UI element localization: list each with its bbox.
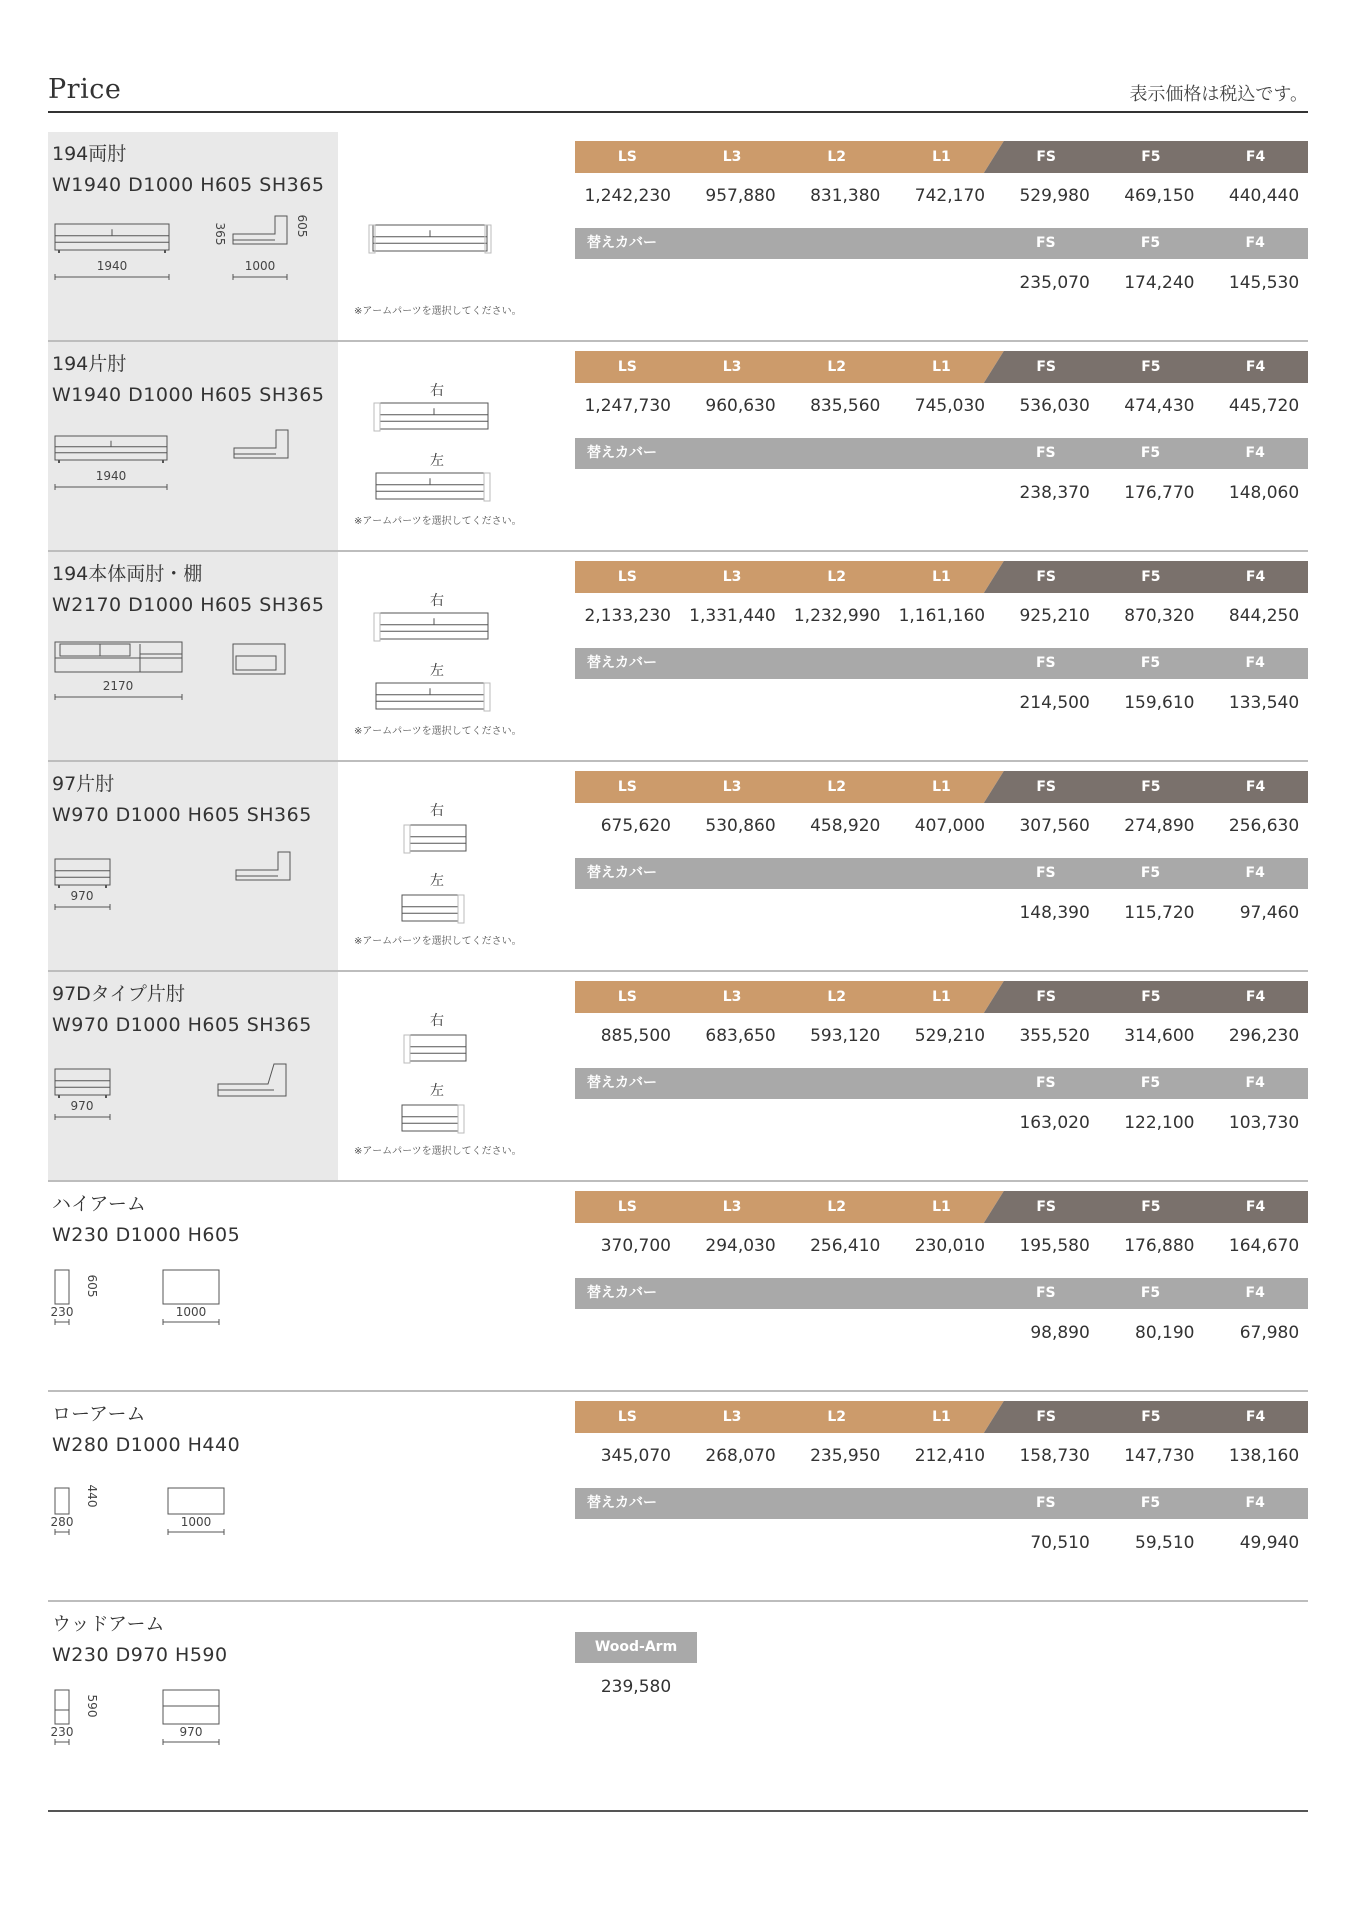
cover-grade-header: F4	[1245, 1075, 1265, 1091]
price-value: 1,161,160	[898, 606, 986, 626]
cover-grade-header: F5	[1140, 1495, 1161, 1511]
product-name: ウッドアーム	[52, 1613, 165, 1635]
arm-parts-note: ※アームパーツを選択してください。	[354, 726, 522, 737]
price-value: 212,410	[914, 1446, 986, 1466]
side-left-label: 左	[430, 1083, 444, 1099]
replacement-cover-header	[575, 858, 1308, 889]
arm-parts-note: ※アームパーツを選択してください。	[354, 516, 522, 527]
width-label: 230	[50, 1305, 74, 1319]
product-dimensions: W970 D1000 H605 SH365	[52, 804, 312, 826]
cover-grade-header: F5	[1140, 1285, 1161, 1301]
width-label: 1940	[96, 259, 128, 273]
side-right-label: 右	[430, 1013, 444, 1029]
product-name: ローアーム	[52, 1403, 146, 1425]
cover-grade-header: FS	[1035, 1075, 1056, 1091]
dimension-drawing-svg	[48, 424, 338, 534]
price-value: 1,242,230	[584, 186, 671, 206]
dimension-drawing	[48, 1264, 338, 1374]
price-value: 469,150	[1124, 186, 1195, 206]
side-right-label: 右	[430, 593, 444, 609]
cover-price-value: 133,540	[1228, 693, 1300, 713]
dimension-drawing	[48, 634, 338, 744]
replacement-cover-header	[575, 1278, 1308, 1309]
product-dimensions: W280 D1000 H440	[52, 1434, 241, 1456]
height-label: 605	[295, 214, 309, 238]
price-value: 445,720	[1228, 396, 1300, 416]
cover-grade-header: F4	[1245, 1495, 1265, 1511]
product-section	[48, 1602, 1308, 1812]
grade-header: L1	[932, 1199, 951, 1215]
product-dimensions: W970 D1000 H605 SH365	[52, 1014, 312, 1036]
product-section	[48, 762, 1308, 972]
price-value: 440,440	[1228, 186, 1300, 206]
title-rule	[48, 111, 1308, 113]
product-name: 194本体両肘・棚	[52, 563, 203, 585]
price-value: 307,560	[1019, 816, 1090, 836]
price-value: 407,000	[914, 816, 986, 836]
dimension-drawing	[48, 1474, 338, 1584]
grade-header: F4	[1245, 1409, 1266, 1425]
grade-header: L3	[722, 989, 742, 1005]
grade-header-row	[575, 1191, 1308, 1223]
side-left-label: 左	[430, 663, 444, 679]
grade-header: L1	[932, 779, 951, 795]
grade-header: LS	[617, 149, 637, 165]
grade-header: L3	[722, 149, 742, 165]
depth-label: 970	[179, 1725, 203, 1739]
grade-header: F4	[1245, 569, 1266, 585]
price-value: 256,630	[1228, 816, 1300, 836]
product-name: 194片肘	[52, 353, 127, 375]
product-section	[48, 1392, 1308, 1602]
grade-header: L2	[827, 359, 847, 375]
product-section	[48, 972, 1308, 1182]
price-value: 529,980	[1019, 186, 1090, 206]
dimension-drawing	[48, 1684, 338, 1794]
price-value: 957,880	[705, 186, 776, 206]
price-value: 960,630	[705, 396, 776, 416]
wood-arm-header: Wood-Arm	[575, 1632, 697, 1663]
grade-header: FS	[1036, 779, 1056, 795]
cover-price-value: 115,720	[1124, 903, 1195, 923]
cover-price-value: 59,510	[1135, 1533, 1195, 1553]
grade-header: F5	[1141, 569, 1161, 585]
grade-header-row	[575, 351, 1308, 383]
grade-header: LS	[617, 1199, 637, 1215]
dimension-drawing	[48, 424, 338, 534]
grade-header-row	[575, 1401, 1308, 1433]
grade-header: L3	[722, 1199, 742, 1215]
grade-header: LS	[617, 569, 637, 585]
price-value: 2,133,230	[584, 606, 671, 626]
grade-header-row	[575, 561, 1308, 593]
cover-price-value: 176,770	[1124, 483, 1195, 503]
grade-header-row	[575, 771, 1308, 803]
product-section	[48, 1182, 1308, 1392]
width-label: 1940	[95, 469, 127, 483]
width-label: 970	[70, 889, 94, 903]
grade-header: F5	[1141, 1199, 1161, 1215]
grade-header: F4	[1245, 989, 1266, 1005]
price-value: 530,860	[705, 816, 776, 836]
product-name: 194両肘	[52, 143, 127, 165]
grade-header: L2	[827, 1409, 847, 1425]
height-label: 440	[85, 1484, 99, 1508]
grade-header: F4	[1245, 359, 1266, 375]
grade-header: L1	[932, 359, 951, 375]
grade-header: FS	[1036, 1409, 1056, 1425]
price-value: 536,030	[1019, 396, 1090, 416]
dimension-drawing-svg	[48, 1684, 338, 1794]
height-label: 590	[85, 1694, 99, 1718]
cover-grade-header: FS	[1035, 445, 1056, 461]
dimension-drawing	[48, 214, 338, 324]
cover-grade-header: F5	[1140, 865, 1161, 881]
price-value: 593,120	[810, 1026, 881, 1046]
cover-price-value: 103,730	[1228, 1113, 1300, 1133]
side-right-label: 右	[430, 383, 444, 399]
price-value: 474,430	[1124, 396, 1195, 416]
dimension-drawing-svg	[48, 1054, 338, 1164]
grade-header: F5	[1141, 149, 1161, 165]
cover-grade-header: F5	[1140, 655, 1161, 671]
dimension-drawing-svg	[48, 1264, 338, 1374]
cover-price-value: 67,980	[1239, 1323, 1300, 1343]
cover-grade-header: FS	[1035, 1495, 1056, 1511]
width-label: 970	[70, 1099, 94, 1113]
cover-grade-header: F5	[1140, 445, 1161, 461]
cover-grade-header: FS	[1035, 655, 1056, 671]
grade-header-row	[575, 141, 1308, 173]
arm-parts-note: ※アームパーツを選択してください。	[354, 306, 522, 317]
price-value: 1,331,440	[689, 606, 776, 626]
height-label: 605	[85, 1274, 99, 1298]
replacement-cover-label: 替えカバー	[587, 235, 657, 251]
grade-header: L1	[932, 149, 951, 165]
replacement-cover-header	[575, 438, 1308, 469]
grade-header: FS	[1036, 149, 1056, 165]
cover-price-value: 159,610	[1124, 693, 1195, 713]
product-dimensions: W230 D1000 H605	[52, 1224, 241, 1246]
price-value: 1,247,730	[584, 396, 671, 416]
depth-label: 1000	[175, 1305, 207, 1319]
grade-header: L3	[722, 359, 742, 375]
section-divider	[48, 1810, 1308, 1812]
price-value: 844,250	[1228, 606, 1300, 626]
grade-header: L2	[827, 1199, 847, 1215]
grade-header: L3	[722, 779, 742, 795]
grade-header: L1	[932, 569, 951, 585]
price-value: 268,070	[705, 1446, 776, 1466]
cover-grade-header: F4	[1245, 445, 1265, 461]
cover-price-value: 70,510	[1030, 1533, 1090, 1553]
dimension-drawing-svg	[48, 214, 338, 324]
cover-price-value: 174,240	[1124, 273, 1195, 293]
price-value: 164,670	[1228, 1236, 1300, 1256]
price-value: 370,700	[600, 1236, 671, 1256]
wood-arm-price: 239,580	[600, 1677, 672, 1697]
product-dimensions: W230 D970 H590	[52, 1644, 228, 1666]
cover-grade-header: FS	[1035, 1285, 1056, 1301]
price-value: 675,620	[600, 816, 671, 836]
price-value: 230,010	[914, 1236, 986, 1256]
price-value: 742,170	[914, 186, 986, 206]
grade-header: F4	[1245, 1199, 1266, 1215]
cover-grade-header: FS	[1035, 235, 1056, 251]
price-value: 176,880	[1124, 1236, 1195, 1256]
cover-grade-header: F4	[1245, 865, 1265, 881]
price-value: 314,600	[1124, 1026, 1195, 1046]
grade-header: L3	[722, 1409, 742, 1425]
depth-label: 1000	[180, 1515, 212, 1529]
width-label: 280	[50, 1515, 74, 1529]
product-section	[48, 342, 1308, 552]
grade-header: FS	[1036, 359, 1056, 375]
cover-grade-header: F5	[1140, 235, 1161, 251]
product-dimensions: W1940 D1000 H605 SH365	[52, 384, 325, 406]
grade-header: FS	[1036, 1199, 1056, 1215]
width-label: 2170	[102, 679, 134, 693]
dimension-drawing	[48, 844, 338, 954]
price-value: 870,320	[1124, 606, 1195, 626]
cover-price-value: 148,390	[1019, 903, 1090, 923]
grade-header: F4	[1245, 779, 1266, 795]
price-value: 345,070	[600, 1446, 671, 1466]
price-value: 885,500	[600, 1026, 671, 1046]
cover-price-value: 122,100	[1124, 1113, 1195, 1133]
price-value: 138,160	[1228, 1446, 1300, 1466]
grade-header: F5	[1141, 779, 1161, 795]
price-value: 835,560	[810, 396, 881, 416]
cover-price-value: 235,070	[1019, 273, 1090, 293]
width-label: 230	[50, 1725, 74, 1739]
grade-header-row	[575, 981, 1308, 1013]
cover-price-value: 49,940	[1239, 1533, 1300, 1553]
price-value: 274,890	[1124, 816, 1195, 836]
replacement-cover-label: 替えカバー	[587, 1285, 657, 1301]
product-section	[48, 132, 1308, 342]
cover-grade-header: F5	[1140, 1075, 1161, 1091]
depth-label: 1000	[244, 259, 276, 273]
side-left-label: 左	[430, 453, 444, 469]
price-value: 831,380	[810, 186, 881, 206]
tax-note: 表示価格は税込です。	[1129, 84, 1308, 105]
grade-header: L2	[827, 149, 847, 165]
price-value: 1,232,990	[793, 606, 881, 626]
dimension-drawing	[48, 1054, 338, 1164]
price-value: 355,520	[1019, 1026, 1090, 1046]
price-value: 158,730	[1019, 1446, 1090, 1466]
grade-header: L2	[827, 989, 847, 1005]
cover-grade-header: F4	[1245, 235, 1265, 251]
side-right-label: 右	[430, 803, 444, 819]
grade-header: F5	[1141, 1409, 1161, 1425]
cover-price-value: 145,530	[1228, 273, 1300, 293]
price-value: 458,920	[810, 816, 881, 836]
product-section	[48, 552, 1308, 762]
price-value: 296,230	[1228, 1026, 1300, 1046]
cover-grade-header: F4	[1245, 655, 1265, 671]
cover-price-value: 163,020	[1019, 1113, 1090, 1133]
grade-header: FS	[1036, 569, 1056, 585]
cover-price-value: 238,370	[1019, 483, 1090, 503]
grade-header: F4	[1245, 149, 1266, 165]
replacement-cover-label: 替えカバー	[587, 1495, 657, 1511]
page-title: Price	[48, 74, 122, 105]
product-name: 97Dタイプ片肘	[52, 983, 185, 1005]
grade-header: L3	[722, 569, 742, 585]
cover-price-value: 80,190	[1135, 1323, 1195, 1343]
grade-header: F5	[1141, 359, 1161, 375]
cover-price-value: 97,460	[1239, 903, 1300, 923]
dimension-drawing-svg	[48, 1474, 338, 1584]
grade-header: L1	[932, 989, 951, 1005]
grade-header: LS	[617, 359, 637, 375]
replacement-cover-header	[575, 1488, 1308, 1519]
dimension-drawing-svg	[48, 844, 338, 954]
grade-header: L2	[827, 569, 847, 585]
replacement-cover-header	[575, 1068, 1308, 1099]
price-value: 683,650	[705, 1026, 776, 1046]
grade-header: F5	[1141, 989, 1161, 1005]
price-value: 235,950	[810, 1446, 881, 1466]
product-name: 97片肘	[52, 773, 115, 795]
grade-header: LS	[617, 779, 637, 795]
cover-grade-header: F4	[1245, 1285, 1265, 1301]
price-value: 529,210	[914, 1026, 986, 1046]
seat-height-label: 365	[213, 222, 227, 246]
dimension-drawing-svg	[48, 634, 338, 744]
cover-price-value: 148,060	[1228, 483, 1300, 503]
price-value: 745,030	[914, 396, 986, 416]
grade-header: LS	[617, 989, 637, 1005]
product-dimensions: W2170 D1000 H605 SH365	[52, 594, 325, 616]
arm-parts-note: ※アームパーツを選択してください。	[354, 936, 522, 947]
cover-price-value: 214,500	[1019, 693, 1090, 713]
price-value: 294,030	[705, 1236, 776, 1256]
grade-header: FS	[1036, 989, 1056, 1005]
cover-grade-header: FS	[1035, 865, 1056, 881]
grade-header: L2	[827, 779, 847, 795]
product-name: ハイアーム	[52, 1193, 146, 1215]
price-value: 925,210	[1019, 606, 1090, 626]
replacement-cover-label: 替えカバー	[587, 655, 657, 671]
arm-parts-note: ※アームパーツを選択してください。	[354, 1146, 522, 1157]
price-value: 256,410	[810, 1236, 881, 1256]
price-value: 147,730	[1124, 1446, 1195, 1466]
grade-header: LS	[617, 1409, 637, 1425]
replacement-cover-label: 替えカバー	[587, 445, 657, 461]
cover-price-value: 98,890	[1030, 1323, 1090, 1343]
replacement-cover-label: 替えカバー	[587, 1075, 657, 1091]
replacement-cover-label: 替えカバー	[587, 865, 657, 881]
replacement-cover-header	[575, 648, 1308, 679]
side-left-label: 左	[430, 873, 444, 889]
grade-header: L1	[932, 1409, 951, 1425]
replacement-cover-header	[575, 228, 1308, 259]
product-dimensions: W1940 D1000 H605 SH365	[52, 174, 325, 196]
price-value: 195,580	[1019, 1236, 1090, 1256]
